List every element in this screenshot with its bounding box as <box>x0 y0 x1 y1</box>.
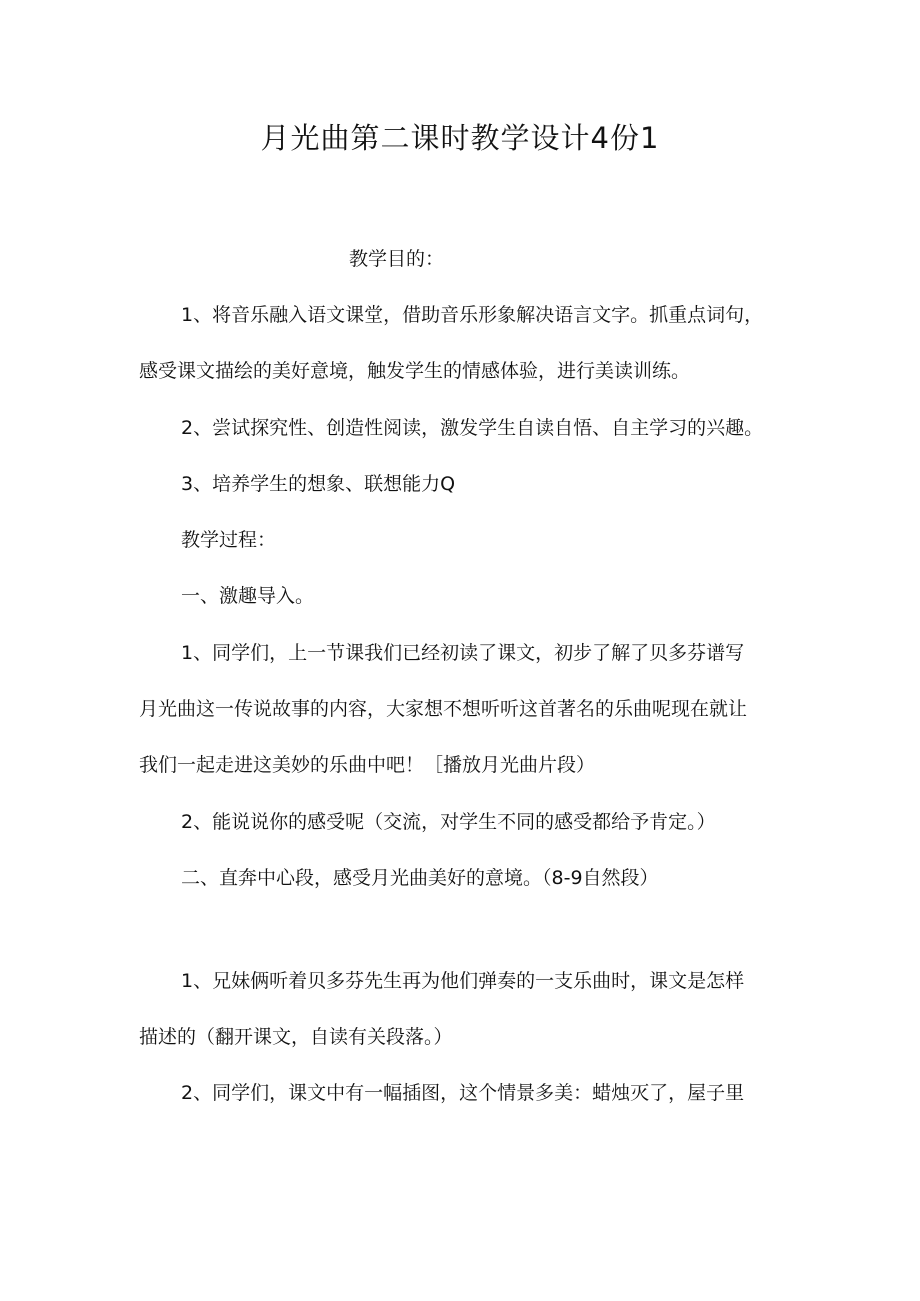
paragraph-section-2-step-2: 2、同学们，课文中有一幅插图，这个情景多美：蜡烛灭了，屋子里 <box>181 1082 745 1104</box>
paragraph-section-2-heading: 二、直奔中心段，感受月光曲美好的意境。（8-9自然段） <box>181 867 659 889</box>
paragraph-step-1-line-3: 我们一起走进这美妙的乐曲中吧！［播放月光曲片段） <box>139 754 596 776</box>
paragraph-process-heading: 教学过程： <box>181 529 277 551</box>
paragraph-section-2-step-1-line-2: 描述的（翻开课文，自读有关段落。） <box>139 1026 453 1048</box>
paragraph-section-2-step-1-line-1: 1、兄妹俩听着贝多芬先生再为他们弹奏的一支乐曲时，课文是怎样 <box>181 970 745 992</box>
paragraph-step-2: 2、能说说你的感受呢（交流，对学生不同的感受都给予肯定。） <box>181 811 716 833</box>
paragraph-goal-3: 3、培养学生的想象、联想能力Q <box>181 473 456 495</box>
paragraph-step-1-line-2: 月光曲这一传说故事的内容，大家想不想听听这首著名的乐曲呢现在就让 <box>139 698 748 720</box>
paragraph-step-1-line-1: 1、同学们，上一节课我们已经初读了课文，初步了解了贝多芬谱写 <box>181 642 745 664</box>
paragraph-section-1-heading: 一、激趣导入。 <box>181 585 315 607</box>
document-title: 月光曲第二课时教学设计4份1 <box>260 121 660 155</box>
paragraph-teaching-goals-heading: 教学目的： <box>349 248 445 270</box>
paragraph-goal-1-line-2: 感受课文描绘的美好意境，触发学生的情感体验，进行美读训练。 <box>139 360 691 382</box>
paragraph-goal-1-line-1: 1、将音乐融入语文课堂，借助音乐形象解决语言文字。抓重点词句， <box>181 304 764 326</box>
paragraph-goal-2: 2、尝试探究性、创造性阅读，激发学生自读自悟、自主学习的兴趣。 <box>181 417 764 439</box>
